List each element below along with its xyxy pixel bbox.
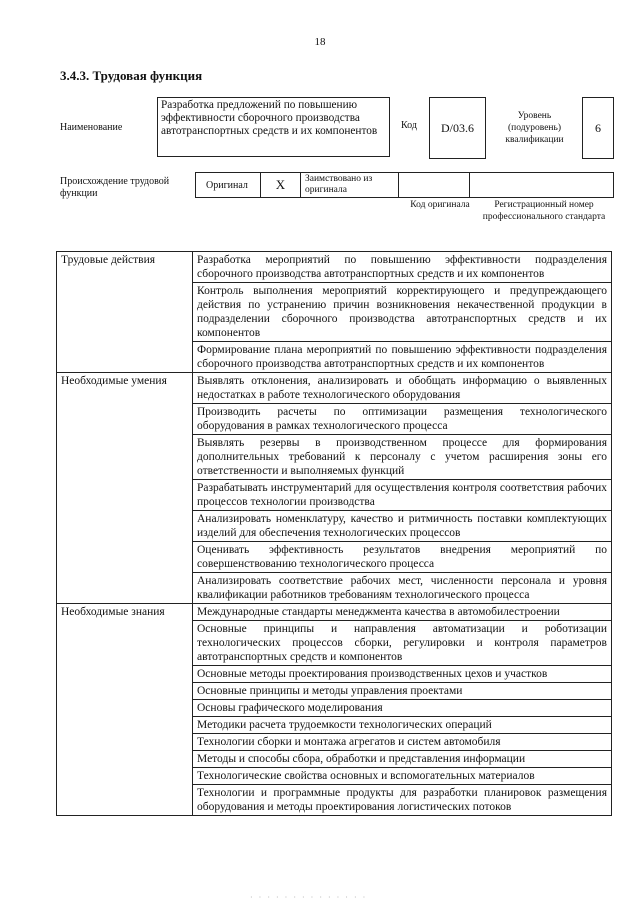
original-mark: X [261, 173, 301, 197]
item-cell: Формирование плана мероприятий по повышению эффективности подразделения сборочного производства автотранспортных средств и их компонентов [193, 342, 612, 373]
original-label: Оригинал [196, 173, 261, 197]
item-cell: Методики расчета трудоемкости технологических операций [193, 717, 612, 734]
item-cell: Разрабатывать инструментарий для осуществления контроля соответствия рабочих процессов технологии производства [193, 480, 612, 511]
code-original-cell [399, 173, 470, 197]
function-details-table [56, 251, 612, 816]
table-row [57, 604, 612, 621]
name-label: Наименование [60, 122, 123, 133]
borrowed-label: Заимствовано из оригинала [301, 173, 399, 197]
category-cell: Необходимые умения [57, 373, 193, 604]
item-cell: Методы и способы сбора, обработки и представления информации [193, 751, 612, 768]
item-cell: Основные методы проектирования производственных цехов и участков [193, 666, 612, 683]
item-cell: Технологические свойства основных и вспомогательных материалов [193, 768, 612, 785]
origin-label: Происхождение трудовой функции [60, 176, 170, 199]
scan-artifact: · · · · · · · · · · · · · · [250, 893, 368, 902]
section-title: 3.4.3. Трудовая функция [60, 68, 203, 83]
origin-row [195, 172, 614, 198]
category-cell: Трудовые действия [57, 252, 193, 373]
category-cell: Необходимые знания [57, 604, 193, 816]
level-value-box: 6 [582, 97, 614, 159]
code-value-box: D/03.6 [429, 97, 486, 159]
function-name-box: Разработка предложений по повышению эффективности сборочного производства автотранспортных средств и их компонентов [157, 97, 390, 157]
item-cell: Технологии и программные продукты для разработки планировок размещения оборудования и методы проектирования логистических потоков [193, 785, 612, 816]
reg-number-caption: Регистрационный номер профессионального стандарта [482, 200, 606, 222]
table-row [57, 373, 612, 404]
item-cell: Основные принципы и направления автоматизации и роботизации технологических процессов сборки, регулировки и контроля параметров автотранспортных средств и компонентов [193, 621, 612, 666]
item-cell: Контроль выполнения мероприятий корректирующего и предупреждающего действия по устранению причин возникновения некачественной продукции в подразделении сборочного производства автотранспортных средств и их компонентов [193, 283, 612, 342]
page-number: 18 [314, 36, 326, 48]
item-cell: Технологии сборки и монтажа агрегатов и систем автомобиля [193, 734, 612, 751]
item-cell: Основы графического моделирования [193, 700, 612, 717]
reg-number-cell [470, 173, 613, 197]
level-label: Уровень (подуровень) квалификации [505, 111, 564, 145]
item-cell: Выявлять резервы в производственном процессе для формирования дополнительных требований к персоналу с учетом расширения зоны его ответственности и выполняемых функций [193, 435, 612, 480]
code-original-caption: Код оригинала [410, 200, 470, 210]
item-cell: Международные стандарты менеджмента качества в автомобилестроении [193, 604, 612, 621]
item-cell: Производить расчеты по оптимизации размещения технологического оборудования в рамках технологического процесса [193, 404, 612, 435]
table-row [57, 252, 612, 283]
code-label: Код [401, 120, 417, 131]
item-cell: Основные принципы и методы управления проектами [193, 683, 612, 700]
item-cell: Анализировать соответствие рабочих мест, численности персонала и уровня квалификации работников требованиям технологического процесса [193, 573, 612, 604]
item-cell: Анализировать номенклатуру, качество и ритмичность поставки комплектующих изделий для обеспечения технологических процессов [193, 511, 612, 542]
item-cell: Разработка мероприятий по повышению эффективности подразделения сборочного производства автотранспортных средств и их компонентов [193, 252, 612, 283]
item-cell: Выявлять отклонения, анализировать и обобщать информацию о выявленных недостатках в работе технологического оборудования [193, 373, 612, 404]
item-cell: Оценивать эффективность результатов внедрения мероприятий по совершенствованию технологического процесса [193, 542, 612, 573]
